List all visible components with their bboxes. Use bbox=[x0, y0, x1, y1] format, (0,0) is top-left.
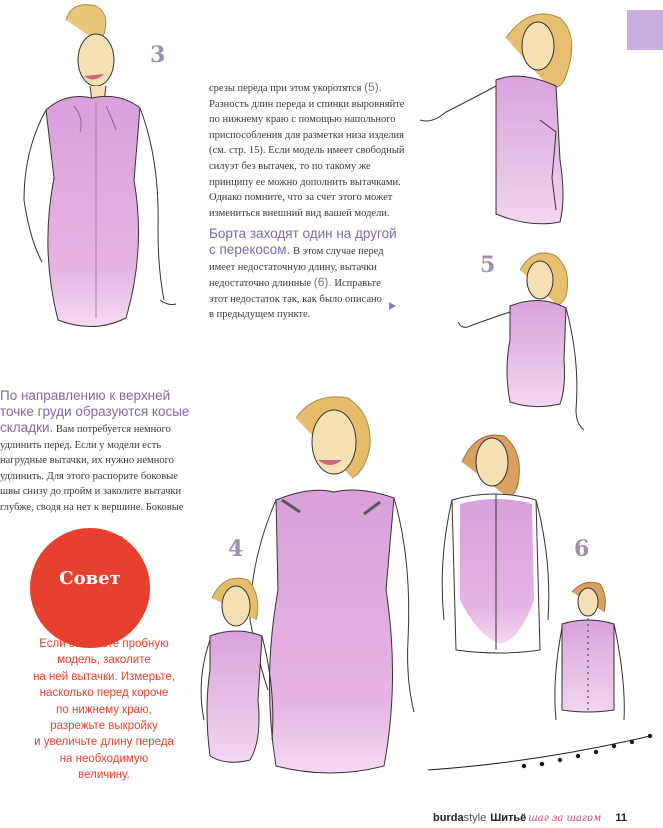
section-b-heading-2: с перекосом. bbox=[209, 242, 291, 257]
tip-line: на ней вытачки. Измерьте, bbox=[33, 670, 175, 683]
footer-brand-2: style bbox=[463, 812, 487, 824]
tip-line: и увеличьте длину переда bbox=[34, 736, 174, 749]
text-line: нагрудные вытачки, их нужно немного bbox=[0, 455, 174, 467]
section-b: Борта заходят один на другой с перекосом. В этом случае перед имеет недостаточную длину, вытачки недостаточно длинные (6). Исправьте этот недостаток так, как было описано в предыдущем пункте. bbox=[209, 226, 409, 323]
tip-line: величину. bbox=[78, 769, 130, 782]
figure-6-small-sketch bbox=[555, 582, 624, 720]
figure-number-6: 6 bbox=[574, 536, 590, 562]
tip-line: по нижнему краю, bbox=[56, 703, 152, 716]
text-line: этот недостаток так, как было описано bbox=[209, 293, 382, 305]
top-paragraph bbox=[209, 80, 409, 221]
section-b-heading: Борта заходят один на другой bbox=[209, 226, 397, 241]
text-line: измениться внешний вид вашей модели. bbox=[209, 207, 390, 219]
text-line: по нижнему краю с помощью напольного bbox=[209, 114, 396, 126]
text-line: глубже, сводя на нет к вершине. Боковые bbox=[0, 501, 184, 513]
figure-number-3: 3 bbox=[150, 42, 166, 68]
figure-6-sketch bbox=[442, 435, 549, 653]
text-line: приспособления для разметки низа изделия bbox=[209, 129, 404, 141]
figure-5a-sketch bbox=[420, 14, 572, 224]
tip-title: Совет bbox=[59, 568, 121, 589]
figure-number-4: 4 bbox=[228, 536, 244, 562]
footer-brand: burda bbox=[433, 812, 464, 824]
text-line: силуэт без вытачек, то по такому же bbox=[209, 160, 371, 172]
text-line: удлинить. Для этого распорите боковые bbox=[0, 470, 178, 482]
section-a-heading-2: точке груди образуются косые bbox=[0, 404, 190, 419]
figure-4-sketch bbox=[250, 397, 414, 773]
section-a: По направлению к верхней точке груди образуются косые складки. Вам потребуется немного удлинить перед. Если у модели есть нагрудные вытачки, их нужно немного удлинить. Для этого распорите боковые швы снизу до пройм и заколите вытачки глубже, сводя на нет к вершине. Боковые bbox=[0, 388, 200, 516]
tip-line: Если вы шьете пробную bbox=[39, 638, 169, 650]
corner-color-tab bbox=[627, 10, 663, 50]
section-a-heading-3: складки. bbox=[0, 420, 54, 435]
footer-magazine: Шитьё bbox=[490, 812, 527, 824]
footer-series: шаг за шагом bbox=[528, 813, 602, 824]
page-number: 11 bbox=[615, 812, 627, 824]
page-footer bbox=[433, 812, 627, 824]
text-line: удлинить перед. Если у модели есть bbox=[0, 439, 162, 451]
text-line: принципу ее можно дополнить вытачками. bbox=[209, 176, 401, 188]
text-line: срезы переда при этом укоротятся (5). bbox=[209, 80, 383, 94]
tip-text bbox=[14, 636, 194, 784]
decorative-thread bbox=[428, 734, 652, 770]
text-line: имеет недостаточную длину, вытачки bbox=[209, 261, 377, 273]
text-line: швы снизу до пройм и заколите вытачки bbox=[0, 486, 182, 498]
tip-line: разрежьте выкройку bbox=[50, 720, 158, 733]
tip-line: модель, заколите bbox=[57, 654, 151, 667]
text-line: Однако помните, что за счет этого может bbox=[209, 192, 393, 204]
text-line: в предыдущем пункте. bbox=[209, 309, 311, 321]
text-line: (см. стр. 15). Если модель имеет свободный bbox=[209, 145, 405, 157]
tip-line: насколько перед короче bbox=[39, 687, 169, 700]
figure-number-5: 5 bbox=[480, 252, 496, 278]
figure-5b-sketch bbox=[458, 253, 584, 430]
triangle-right-icon bbox=[389, 302, 396, 310]
tip-line: на необходимую bbox=[59, 752, 149, 765]
text-line: недостаточно длинные (6). Исправьте bbox=[209, 275, 381, 290]
text-line: Разность длин переда и спинки выровняйте bbox=[209, 98, 405, 110]
section-a-heading: По направлению к верхней bbox=[0, 388, 171, 403]
